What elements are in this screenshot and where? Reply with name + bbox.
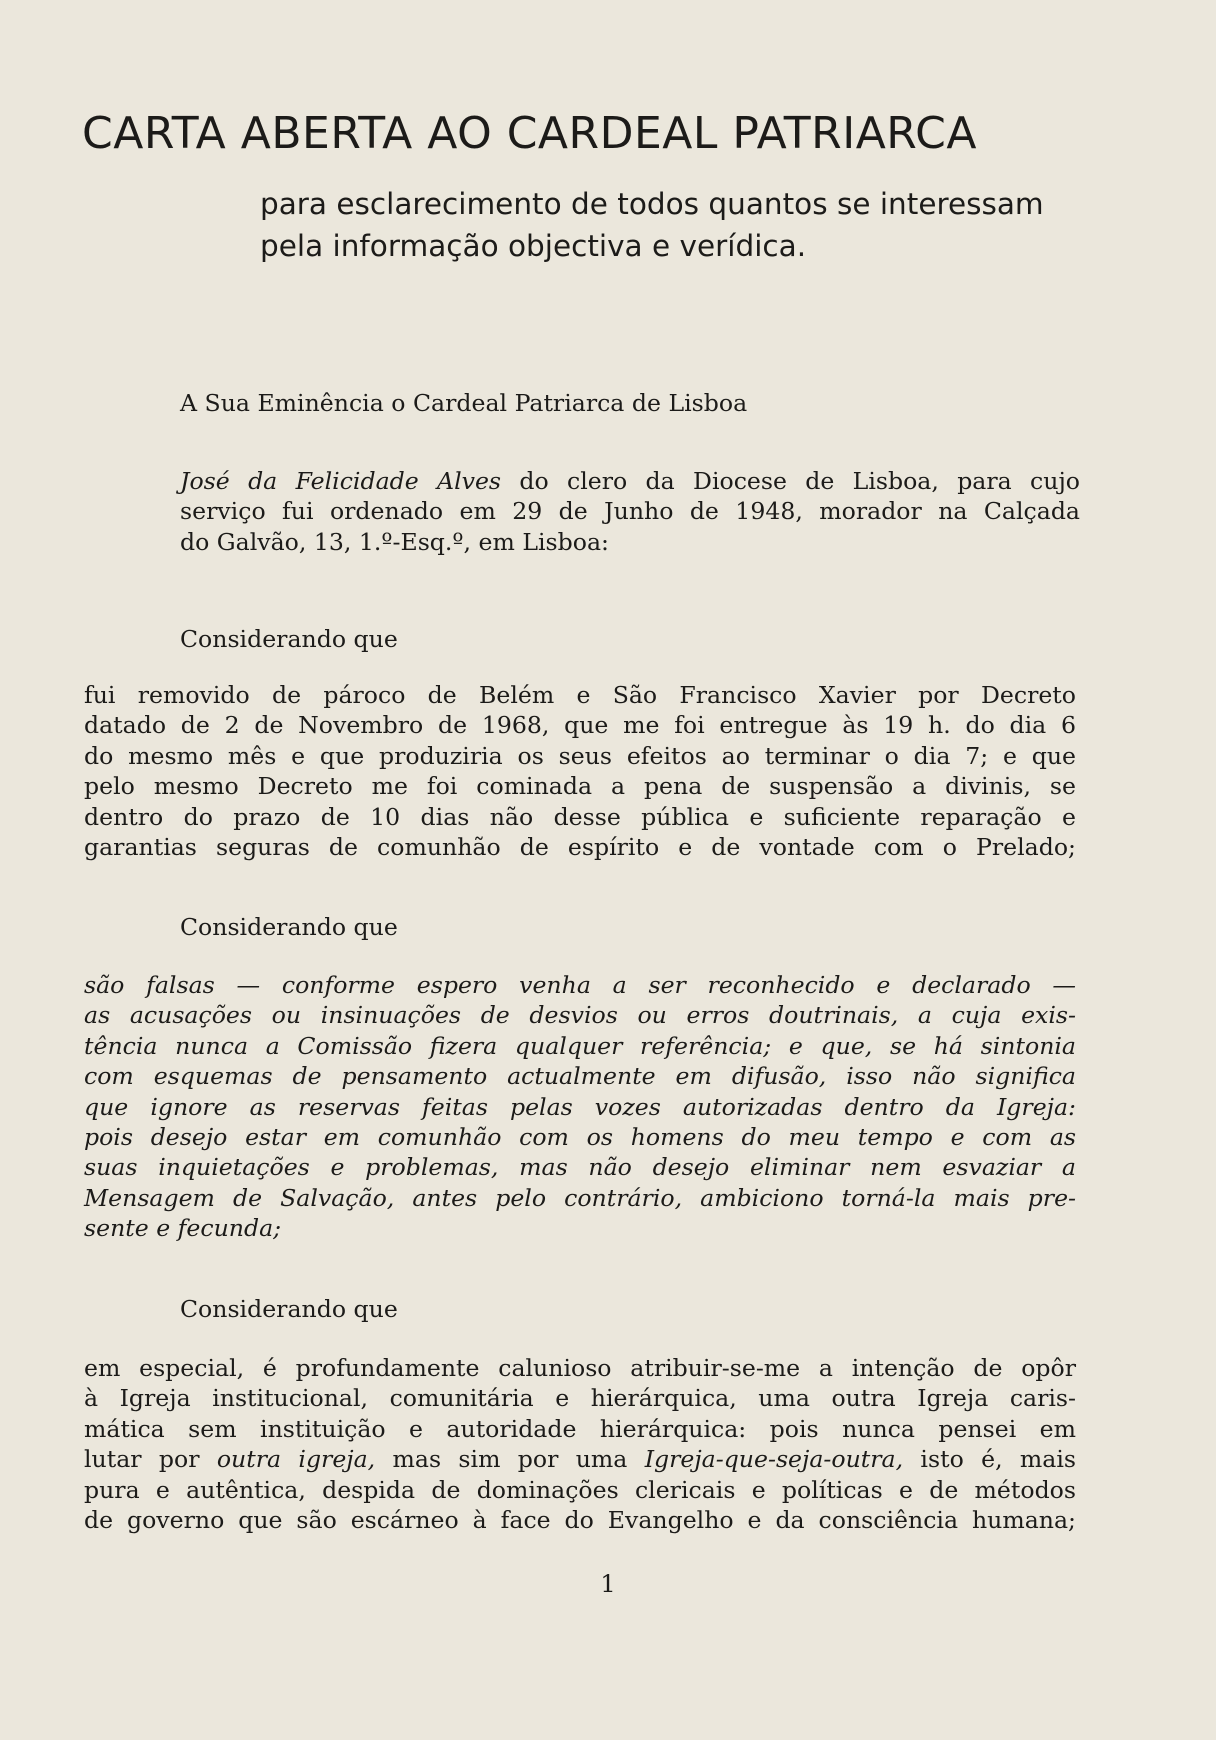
intro-paragraph (180, 466, 1080, 557)
paragraph-accusations (84, 970, 1076, 1244)
line-fragment: mas sim por uma (375, 1445, 645, 1474)
paragraph-line: à Igreja institucional, comunitária e hierárquica, uma outra Igreja caris- (84, 1384, 1076, 1413)
paragraph-line: são falsas — conforme espero venha a ser reconhecido e declarado — (84, 971, 1076, 999)
paragraph-line (84, 1444, 1076, 1474)
paragraph-removal (84, 680, 1076, 862)
paragraph-church (84, 1353, 1076, 1535)
addressee: A Sua Eminência o Cardeal Patriarca de Lisboa (180, 389, 748, 417)
paragraph-line: mática sem instituição e autoridade hierárquica: pois nunca pensei em (84, 1414, 1076, 1443)
line-fragment: lutar por (84, 1445, 217, 1474)
paragraph-line: com esquemas de pensamento actualmente em difusão, isso não significa (84, 1062, 1076, 1091)
intro-line-rest: do clero da Diocese de Lisboa, para cujo (501, 467, 1080, 495)
author-name: José da Felicidade Alves (180, 467, 502, 495)
subtitle-line: pela informação objectiva e verídica. (260, 229, 807, 263)
paragraph-line: pura e autêntica, despida de dominações clericais e políticas e de métodos (84, 1475, 1076, 1504)
paragraph-line: datado de 2 de Novembro de 1968, que me foi entregue às 19 h. do dia 6 (84, 711, 1076, 740)
line-fragment: isto é, mais (903, 1445, 1077, 1474)
paragraph-line: que ignore as reservas feitas pelas vozes autorizadas dentro da Igreja: (84, 1092, 1076, 1121)
paragraph-line: de governo que são escárneo à face do Evangelho e da consciência humana; (84, 1506, 1076, 1535)
paragraph-line: fui removido de pároco de Belém e São Francisco Xavier por Decreto (84, 681, 1076, 709)
intro-line: serviço fui ordenado em 29 de Junho de 1948, morador na Calçada (180, 497, 1080, 526)
considerando-heading: Considerando que (180, 625, 398, 653)
paragraph-line: pelo mesmo Decreto me foi cominada a pena de suspensão a divinis, se (84, 772, 1076, 801)
paragraph-line: do mesmo mês e que produziria os seus efeitos ao terminar o dia 7; e que (84, 741, 1076, 770)
subtitle-line: para esclarecimento de todos quantos se interessam (260, 187, 1044, 221)
intro-line: do Galvão, 13, 1.º-Esq.º, em Lisboa: (180, 527, 609, 556)
paragraph-line: Mensagem de Salvação, antes pelo contrário, ambiciono torná-la mais pre- (84, 1183, 1076, 1212)
paragraph-line: garantias seguras de comunhão de espírito e de vontade com o Prelado; (84, 833, 1076, 862)
considerando-heading: Considerando que (180, 913, 398, 941)
paragraph-line: as acusações ou insinuações de desvios ou erros doutrinais, a cuja exis- (84, 1001, 1076, 1030)
italic-phrase: Igreja-que-seja-outra, (644, 1445, 904, 1474)
page-title: CARTA ABERTA AO CARDEAL PATRIARCA (82, 108, 977, 159)
intro-line (180, 466, 1080, 496)
paragraph-line: dentro do prazo de 10 dias não desse pública e suficiente reparação e (84, 802, 1076, 831)
paragraph-line: pois desejo estar em comunhão com os homens do meu tempo e com as (84, 1123, 1076, 1152)
page-subtitle (260, 183, 1160, 267)
paragraph-line: em especial, é profundamente calunioso atribuir-se-me a intenção de opôr (84, 1354, 1076, 1382)
page-number: 1 (600, 1570, 616, 1598)
paragraph-line: tência nunca a Comissão fizera qualquer referência; e que, se há sintonia (84, 1031, 1076, 1060)
italic-phrase: outra igreja, (216, 1445, 376, 1474)
paragraph-line: sente e fecunda; (84, 1214, 282, 1243)
considerando-heading: Considerando que (180, 1295, 398, 1323)
paragraph-line: suas inquietações e problemas, mas não desejo eliminar nem esvaziar a (84, 1153, 1076, 1182)
